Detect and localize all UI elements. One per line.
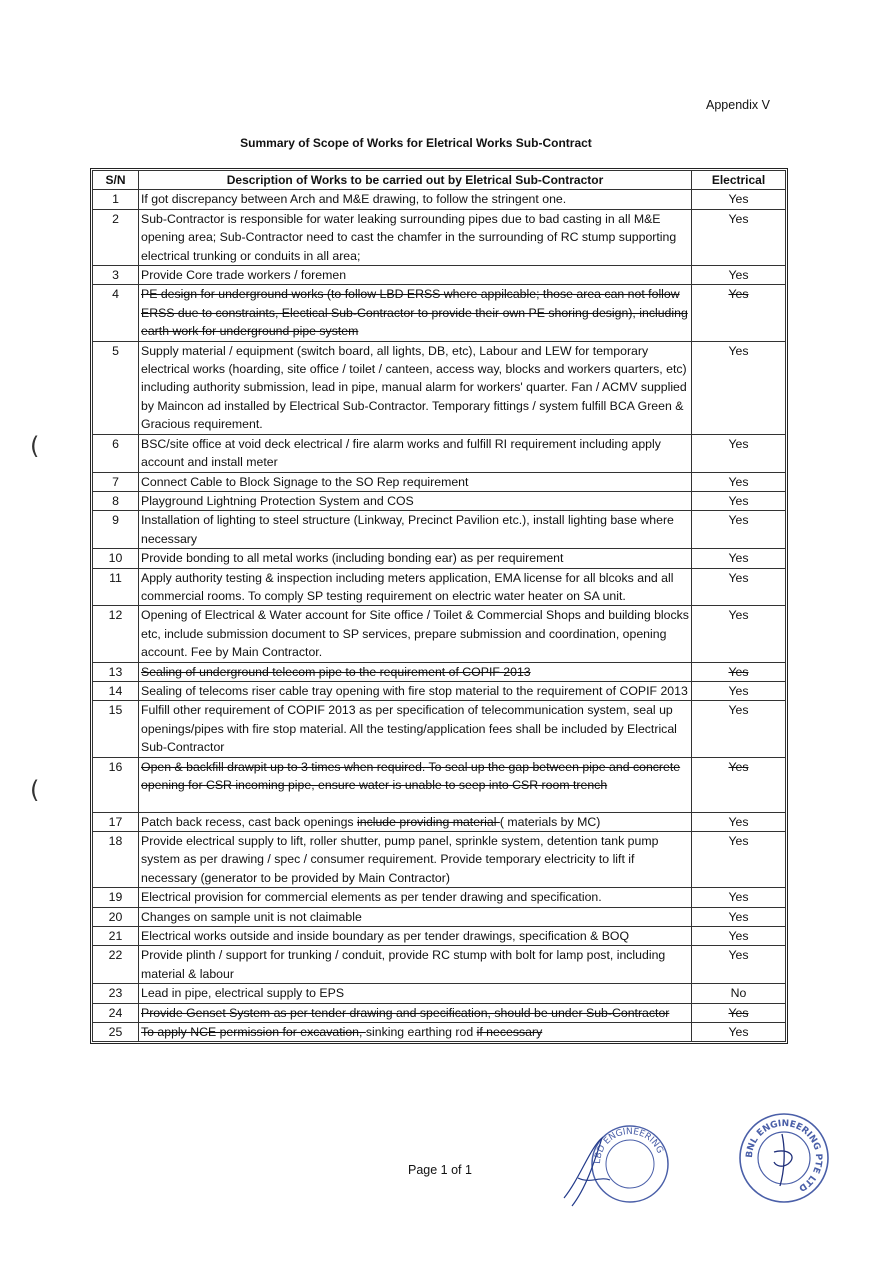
- header-sn: S/N: [93, 171, 139, 190]
- row-electrical: Yes: [692, 1003, 786, 1022]
- row-electrical: Yes: [692, 888, 786, 907]
- row-electrical: Yes: [692, 341, 786, 434]
- scope-table-wrapper: [90, 168, 788, 1044]
- row-description: [139, 285, 692, 341]
- row-description: [139, 1023, 692, 1042]
- description-text: Installation of lighting to steel structure (Linkway, Precinct Pavilion etc.), install lighting base where necessary: [141, 513, 674, 546]
- row-description: [139, 984, 692, 1003]
- scope-table: [92, 170, 786, 1042]
- row-electrical: Yes: [692, 927, 786, 946]
- row-electrical: Yes: [692, 434, 786, 472]
- row-sn: 16: [93, 757, 139, 812]
- table-row: [93, 341, 786, 434]
- description-text: ( materials by MC): [499, 814, 601, 829]
- lbd-engineering-stamp: [560, 1118, 672, 1210]
- row-sn: 3: [93, 266, 139, 285]
- row-sn: 18: [93, 832, 139, 888]
- punch-hole-mark: (: [30, 776, 40, 804]
- row-electrical: Yes: [692, 946, 786, 984]
- row-electrical: Yes: [692, 907, 786, 926]
- bnl-engineering-stamp: [738, 1112, 830, 1204]
- table-row: [93, 812, 786, 831]
- row-sn: 20: [93, 907, 139, 926]
- row-description: [139, 681, 692, 700]
- table-row: [93, 757, 786, 812]
- row-sn: 24: [93, 1003, 139, 1022]
- description-text: if necessary: [476, 1025, 543, 1040]
- row-electrical: Yes: [692, 832, 786, 888]
- row-electrical: Yes: [692, 491, 786, 510]
- row-electrical: Yes: [692, 568, 786, 606]
- document-title: Summary of Scope of Works for Eletrical Works Sub-Contract: [240, 136, 592, 150]
- row-description: [139, 888, 692, 907]
- description-text: PE design for underground works (to follow LBD ERSS where appilcable; those area can not follow ERSS due to constraints, Electical Sub-Contractor to provide their own PE shoring design), including earth work for underground pipe system: [141, 287, 688, 339]
- row-description: [139, 812, 692, 831]
- row-electrical: Yes: [692, 511, 786, 549]
- table-row: [93, 984, 786, 1003]
- description-text: Sealing of telecoms riser cable tray opening with fire stop material to the requirement of COPIF 2013: [141, 683, 688, 698]
- row-electrical: Yes: [692, 662, 786, 681]
- row-sn: 10: [93, 549, 139, 568]
- description-text: Electrical works outside and inside boundary as per tender drawings, specification & BOQ: [141, 929, 630, 944]
- row-description: [139, 491, 692, 510]
- row-description: [139, 662, 692, 681]
- row-description: [139, 606, 692, 662]
- description-text: If got discrepancy between Arch and M&E drawing, to follow the stringent one.: [141, 192, 567, 207]
- row-sn: 7: [93, 472, 139, 491]
- row-description: [139, 549, 692, 568]
- description-text: To apply NCE permission for excavation,: [141, 1025, 366, 1040]
- description-text: Sub-Contractor is responsible for water leaking surrounding pipes due to bad casting in all M&E opening area; Sub-Contractor need to cast the chamfer in the surrounding of RC stump supporting electrical trunking or conduits in all area;: [141, 211, 677, 263]
- svg-text:LBD ENGINEERING: [593, 1127, 665, 1164]
- description-text: Open & backfill drawpit up to 3 times when required. To seal up the gap between pipe and concrete opening for CSR incoming pipe, ensure water is unable to seep into CSR room trench: [141, 759, 681, 792]
- header-description: Description of Works to be carried out by Eletrical Sub-Contractor: [139, 171, 692, 190]
- row-description: [139, 209, 692, 265]
- row-description: [139, 266, 692, 285]
- row-electrical: Yes: [692, 1023, 786, 1042]
- table-row: [93, 491, 786, 510]
- description-text: Playground Lightning Protection System and COS: [141, 493, 414, 508]
- appendix-label: Appendix V: [706, 98, 770, 112]
- row-sn: 15: [93, 701, 139, 757]
- row-sn: 12: [93, 606, 139, 662]
- row-sn: 5: [93, 341, 139, 434]
- table-row: [93, 662, 786, 681]
- table-row: [93, 681, 786, 700]
- table-row: [93, 832, 786, 888]
- row-description: [139, 190, 692, 209]
- stamp-left-text: LBD ENGINEERING: [592, 1126, 665, 1165]
- table-row: [93, 511, 786, 549]
- table-row: [93, 472, 786, 491]
- table-row: [93, 568, 786, 606]
- row-description: [139, 472, 692, 491]
- row-description: [139, 757, 692, 812]
- row-electrical: Yes: [692, 606, 786, 662]
- row-electrical: Yes: [692, 681, 786, 700]
- table-body: [93, 190, 786, 1042]
- table-row: [93, 606, 786, 662]
- row-sn: 21: [93, 927, 139, 946]
- table-row: [93, 1003, 786, 1022]
- description-text: Provide Genset System as per tender drawing and specification, should be under Sub-Contractor: [141, 1005, 670, 1020]
- row-description: [139, 568, 692, 606]
- row-description: [139, 701, 692, 757]
- table-row: [93, 266, 786, 285]
- description-text: Provide bonding to all metal works (including bonding ear) as per requirement: [141, 551, 564, 566]
- row-sn: 13: [93, 662, 139, 681]
- description-text: Supply material / equipment (switch board, all lights, DB, etc), Labour and LEW for temporary electrical works (hoarding, site office / toilet / canteen, access way, blocks and workers quarters, etc) including authority submission, lead in pipe, manual alarm for workers' quarter. Fan / ACMV supplied by Maincon ad installed by Electrical Sub-Contractor. Temporary fittings / system fulfill BCA Green & Gracious requirement.: [141, 343, 687, 432]
- row-electrical: Yes: [692, 472, 786, 491]
- table-row: [93, 434, 786, 472]
- row-sn: 22: [93, 946, 139, 984]
- row-electrical: Yes: [692, 266, 786, 285]
- row-electrical: Yes: [692, 549, 786, 568]
- description-text: BSC/site office at void deck electrical / fire alarm works and fulfill RI requirement including apply account and install meter: [141, 436, 661, 470]
- row-description: [139, 946, 692, 984]
- row-description: [139, 434, 692, 472]
- table-row: [93, 1023, 786, 1042]
- description-text: Changes on sample unit is not claimable: [141, 909, 362, 924]
- description-text: Sealing of underground telecom pipe to the requirement of COPIF 2013: [141, 664, 531, 679]
- table-row: [93, 888, 786, 907]
- table-row: [93, 946, 786, 984]
- row-description: [139, 341, 692, 434]
- row-electrical: Yes: [692, 209, 786, 265]
- row-electrical: Yes: [692, 190, 786, 209]
- description-text: Fulfill other requirement of COPIF 2013 as per specification of telecommunication system, seal up openings/pipes with fire stop material. All the testing/application fees shall be included by Electrical Sub-Contractor: [141, 703, 677, 755]
- description-text: Provide Core trade workers / foremen: [141, 268, 347, 283]
- description-text: Provide plinth / support for trunking / conduit, provide RC stump with bolt for lamp post, including material & labour: [141, 948, 666, 981]
- description-text: Patch back recess, cast back openings: [141, 814, 357, 829]
- row-sn: 4: [93, 285, 139, 341]
- description-text: Opening of Electrical & Water account for Site office / Toilet & Commercial Shops and building blocks etc, include submission document to SP services, prepare submission and coordination, opening account. Fee by Main Contractor.: [141, 608, 689, 660]
- description-text: Lead in pipe, electrical supply to EPS: [141, 986, 345, 1001]
- row-sn: 23: [93, 984, 139, 1003]
- row-description: [139, 511, 692, 549]
- header-electrical: Electrical: [692, 171, 786, 190]
- description-text: sinking earthing rod: [365, 1025, 477, 1040]
- row-sn: 11: [93, 568, 139, 606]
- row-sn: 14: [93, 681, 139, 700]
- row-electrical: Yes: [692, 285, 786, 341]
- description-text: Electrical provision for commercial elements as per tender drawing and specification.: [141, 890, 602, 905]
- description-text: include providing material: [357, 814, 500, 829]
- table-header-row: [93, 171, 786, 190]
- row-sn: 8: [93, 491, 139, 510]
- table-row: [93, 549, 786, 568]
- row-description: [139, 832, 692, 888]
- row-electrical: No: [692, 984, 786, 1003]
- table-row: [93, 907, 786, 926]
- row-sn: 9: [93, 511, 139, 549]
- row-description: [139, 927, 692, 946]
- row-sn: 2: [93, 209, 139, 265]
- row-sn: 17: [93, 812, 139, 831]
- row-electrical: Yes: [692, 812, 786, 831]
- description-text: Provide electrical supply to lift, roller shutter, pump panel, sprinkle system, detention tank pump system as per drawing / spec / consumer requirement. Provide temporary electricity to lift if necessary (generator to be provided by Main Contractor): [141, 834, 659, 885]
- table-row: [93, 190, 786, 209]
- table-row: [93, 285, 786, 341]
- row-sn: 25: [93, 1023, 139, 1042]
- stamp-right-text: BNL ENGINEERING PTE LTD: [744, 1118, 824, 1193]
- page-number: Page 1 of 1: [408, 1163, 472, 1177]
- table-row: [93, 927, 786, 946]
- row-sn: 19: [93, 888, 139, 907]
- row-description: [139, 907, 692, 926]
- row-sn: 6: [93, 434, 139, 472]
- punch-hole-mark: (: [30, 432, 40, 460]
- table-row: [93, 209, 786, 265]
- row-sn: 1: [93, 190, 139, 209]
- row-electrical: Yes: [692, 701, 786, 757]
- description-text: Apply authority testing & inspection including meters application, EMA license for all blcoks and all commercial rooms. To comply SP testing requirement on electric water heater on SA unit.: [141, 570, 674, 603]
- table-row: [93, 701, 786, 757]
- row-description: [139, 1003, 692, 1022]
- row-electrical: Yes: [692, 757, 786, 812]
- description-text: Connect Cable to Block Signage to the SO Rep requirement: [141, 474, 469, 489]
